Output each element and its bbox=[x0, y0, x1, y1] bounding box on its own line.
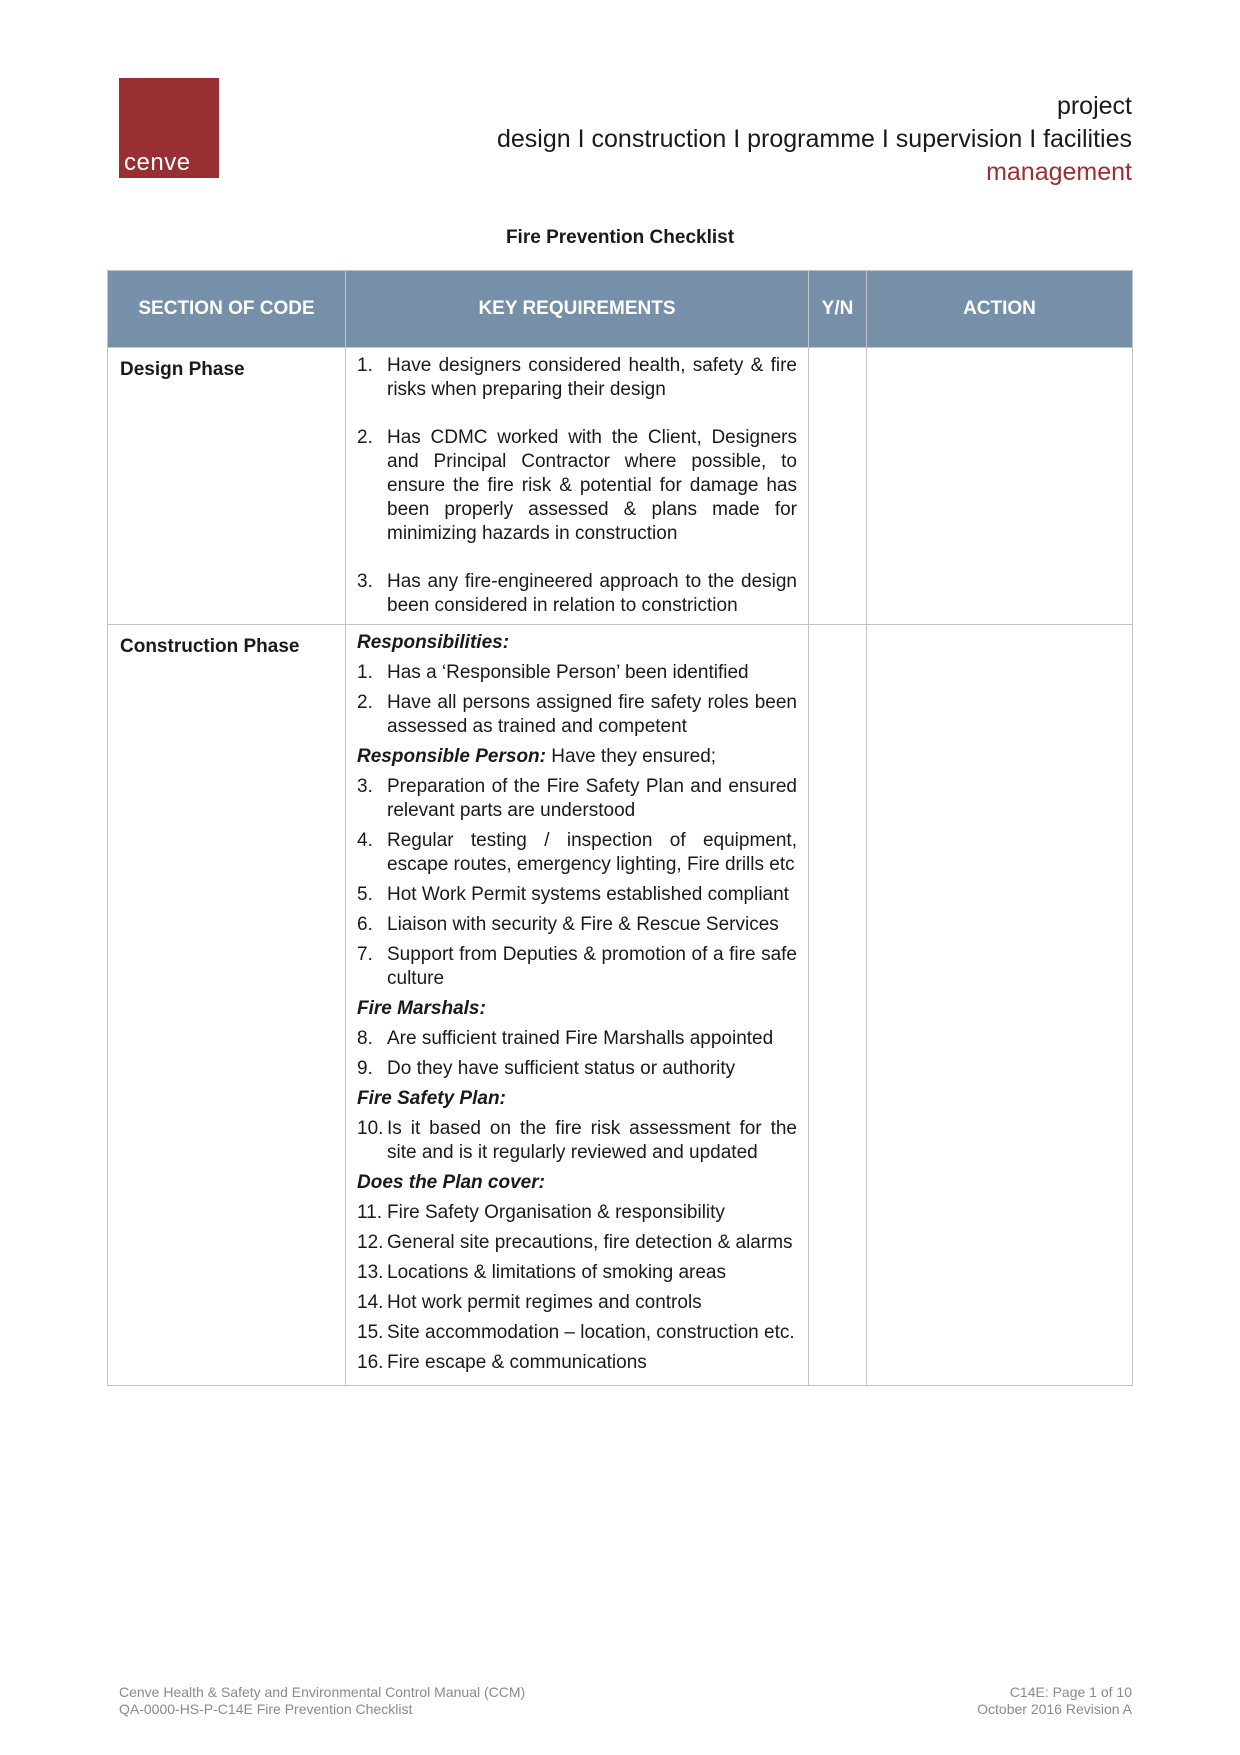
item-text: Do they have sufficient status or authority bbox=[387, 1058, 736, 1079]
subheading-plan-cover: Does the Plan cover: bbox=[357, 1172, 545, 1193]
item-text: Liaison with security & Fire & Rescue Services bbox=[387, 914, 779, 935]
item-number: 6. bbox=[357, 914, 373, 935]
list-item bbox=[357, 1351, 797, 1375]
table-row-construction-phase bbox=[108, 625, 1133, 1386]
item-number: 9. bbox=[357, 1058, 373, 1079]
column-header-section: SECTION OF CODE bbox=[108, 271, 346, 348]
column-header-action: ACTION bbox=[867, 271, 1133, 348]
footer-right bbox=[977, 1684, 1132, 1718]
list-item bbox=[357, 1057, 797, 1081]
list-item bbox=[357, 426, 797, 546]
list-item bbox=[357, 691, 797, 739]
list-item bbox=[357, 570, 797, 618]
list-item bbox=[357, 1201, 797, 1225]
table-header-row bbox=[108, 271, 1133, 348]
list-item bbox=[357, 913, 797, 937]
item-text: Fire Safety Organisation & responsibility bbox=[387, 1202, 725, 1223]
item-number: 16. bbox=[357, 1352, 384, 1373]
list-item bbox=[357, 661, 797, 685]
logo-text: cenve bbox=[124, 149, 191, 176]
list-item bbox=[357, 1321, 797, 1345]
requirements-list bbox=[357, 1027, 797, 1081]
list-item bbox=[357, 1291, 797, 1315]
company-logo bbox=[119, 78, 219, 178]
footer-revision: October 2016 Revision A bbox=[977, 1701, 1132, 1717]
subheading-fire-safety-plan: Fire Safety Plan: bbox=[357, 1088, 506, 1109]
list-item bbox=[357, 1261, 797, 1285]
list-item bbox=[357, 1231, 797, 1255]
item-number: 4. bbox=[357, 830, 373, 851]
requirements-list bbox=[357, 1201, 797, 1375]
item-text: Have designers considered health, safety & fire risks when preparing their design bbox=[387, 355, 797, 400]
requirements-cell bbox=[346, 625, 809, 1386]
list-item bbox=[357, 1027, 797, 1051]
list-item bbox=[357, 883, 797, 907]
subheading-label: Responsible Person: bbox=[357, 746, 546, 767]
yn-cell[interactable] bbox=[809, 348, 867, 625]
document-title: Fire Prevention Checklist bbox=[505, 227, 735, 248]
item-text: Hot Work Permit systems established compliant bbox=[387, 884, 789, 905]
section-cell: Design Phase bbox=[108, 348, 346, 625]
item-number: 7. bbox=[357, 944, 373, 965]
item-text: Preparation of the Fire Safety Plan and ensured relevant parts are understood bbox=[387, 776, 797, 821]
item-number: 1. bbox=[357, 355, 373, 376]
requirements-list bbox=[357, 775, 797, 991]
item-number: 5. bbox=[357, 884, 373, 905]
item-number: 14. bbox=[357, 1292, 384, 1313]
requirements-list bbox=[357, 1117, 797, 1165]
item-text: Regular testing / inspection of equipment, escape routes, emergency lighting, Fire drills etc bbox=[387, 830, 797, 875]
footer-document-code: QA-0000-HS-P-C14E Fire Prevention Checklist bbox=[119, 1701, 413, 1717]
requirements-list bbox=[357, 354, 797, 618]
subheading-responsibilities: Responsibilities: bbox=[357, 632, 510, 653]
item-text: Has any fire-engineered approach to the design been considered in relation to constriction bbox=[387, 571, 797, 616]
subheading-rest: Have they ensured; bbox=[546, 746, 717, 767]
footer-manual-title: Cenve Health & Safety and Environmental Control Manual (CCM) bbox=[119, 1684, 526, 1700]
action-cell[interactable] bbox=[867, 348, 1133, 625]
item-text: Site accommodation – location, construction etc. bbox=[387, 1322, 795, 1343]
tagline-line-1: project bbox=[1056, 92, 1132, 120]
footer-page-number: C14E: Page 1 of 10 bbox=[1009, 1684, 1132, 1700]
item-text: Support from Deputies & promotion of a fire safe culture bbox=[387, 944, 797, 989]
item-number: 2. bbox=[357, 692, 373, 713]
item-text: Has a ‘Responsible Person’ been identified bbox=[387, 662, 749, 683]
subheading-responsible-person bbox=[357, 745, 797, 769]
tagline-line-2: design I construction I programme I supervision I facilities bbox=[497, 125, 1132, 153]
list-item bbox=[357, 1117, 797, 1165]
item-number: 10. bbox=[357, 1118, 384, 1139]
checklist-table bbox=[107, 270, 1133, 1386]
list-item bbox=[357, 354, 797, 402]
item-number: 13. bbox=[357, 1262, 384, 1283]
item-text: General site precautions, fire detection & alarms bbox=[387, 1232, 793, 1253]
requirements-cell bbox=[346, 348, 809, 625]
column-header-requirements: KEY REQUIREMENTS bbox=[346, 271, 809, 348]
item-number: 3. bbox=[357, 776, 373, 797]
header-tagline bbox=[497, 90, 1132, 189]
footer-left bbox=[119, 1684, 525, 1718]
item-number: 3. bbox=[357, 571, 373, 592]
requirements-list bbox=[357, 661, 797, 739]
item-number: 8. bbox=[357, 1028, 373, 1049]
item-text: Hot work permit regimes and controls bbox=[387, 1292, 702, 1313]
item-text: Has CDMC worked with the Client, Designers and Principal Contractor where possible, to ensure the fire risk & potential for damage has been properly assessed & plans made for minimizing hazards in construction bbox=[387, 427, 797, 544]
item-text: Locations & limitations of smoking areas bbox=[387, 1262, 726, 1283]
item-text: Are sufficient trained Fire Marshalls appointed bbox=[387, 1028, 774, 1049]
item-number: 2. bbox=[357, 427, 373, 448]
item-text: Is it based on the fire risk assessment for the site and is it regularly reviewed and updated bbox=[387, 1118, 797, 1163]
table-row-design-phase bbox=[108, 348, 1133, 625]
item-number: 11. bbox=[357, 1202, 383, 1223]
column-header-yn: Y/N bbox=[809, 271, 867, 348]
list-item bbox=[357, 775, 797, 823]
yn-cell[interactable] bbox=[809, 625, 867, 1386]
item-text: Fire escape & communications bbox=[387, 1352, 647, 1373]
tagline-line-3: management bbox=[986, 158, 1132, 186]
list-item bbox=[357, 943, 797, 991]
list-item bbox=[357, 829, 797, 877]
item-number: 1. bbox=[357, 662, 373, 683]
subheading-fire-marshals: Fire Marshals: bbox=[357, 998, 486, 1019]
item-text: Have all persons assigned fire safety roles been assessed as trained and competent bbox=[387, 692, 797, 737]
item-number: 12. bbox=[357, 1232, 384, 1253]
item-number: 15. bbox=[357, 1322, 384, 1343]
section-cell: Construction Phase bbox=[108, 625, 346, 1386]
action-cell[interactable] bbox=[867, 625, 1133, 1386]
